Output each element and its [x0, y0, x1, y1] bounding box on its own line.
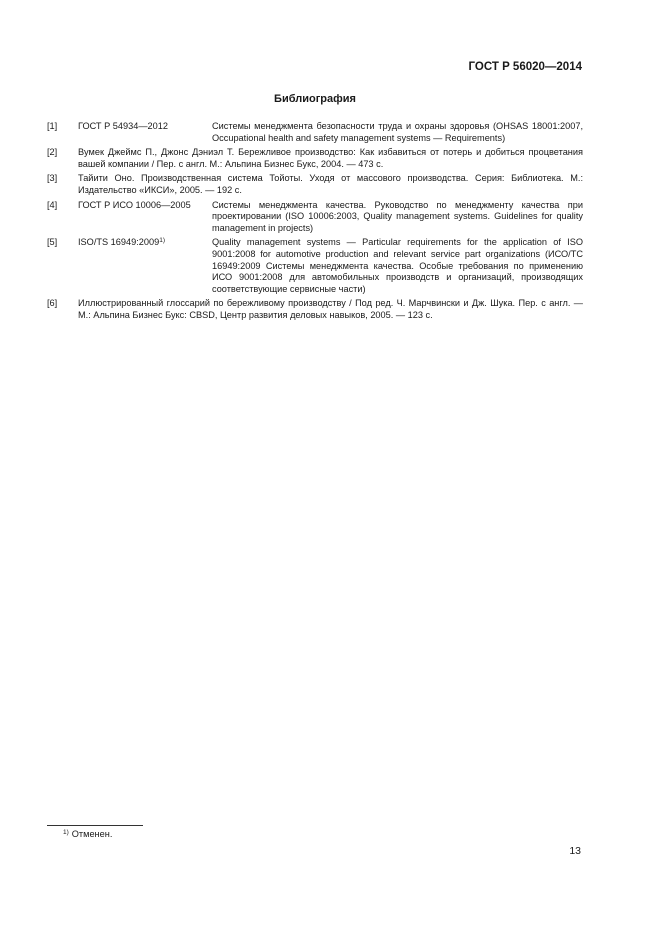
footnote-mark: 1) [63, 829, 69, 836]
entry-standard-code [78, 237, 210, 249]
footnote-reference: 1) [159, 237, 165, 245]
entry-text: Иллюстрированный глоссарий по бережливому производству / Под ред. Ч. Марчвински и Дж. Шука. Пер. с англ. — М.: Альпина Бизнес Букс: CBSD, Центр развития деловых навыков, 2005. — 123 с. [78, 298, 583, 320]
entry-description: Системы менеджмента качества. Руководство по менеджменту качества при проектировании (ISO 10006:2003, Quality management systems. Guidelines for quality management in projects) [212, 199, 583, 233]
entry-number: [2] [47, 147, 58, 158]
entry-number: [3] [47, 173, 58, 184]
entry-number: [5] [47, 237, 58, 248]
bibliography-entry-2 [47, 147, 583, 170]
entry-code-text: ISO/TS 16949:2009 [78, 237, 160, 248]
footnote-text: Отменен. [71, 829, 113, 839]
document-code: ГОСТ Р 56020—2014 [468, 61, 582, 73]
entry-number: [1] [47, 121, 58, 131]
entry-text: Вумек Джеймс П., Джонс Дэниэл Т. Бережливое производство: Как избавиться от потерь и добиться процветания вашей компании / Пер. с англ. М.: Альпина Бизнес Букс, 2004. — 473 с. [78, 147, 583, 169]
footnote-divider [47, 825, 143, 826]
bibliography-entry-4 [47, 200, 583, 235]
bibliography-entry-5 [47, 237, 583, 295]
entry-number: [6] [47, 298, 58, 309]
bibliography-list [47, 121, 583, 325]
entry-text: Тайити Оно. Производственная система Тойоты. Уходя от массового производства. Серия: Библиотека. М.: Издательство «ИКСИ», 2005. — 192 с. [78, 173, 583, 195]
entry-standard-code: ГОСТ Р ИСО 10006—2005 [78, 199, 191, 210]
footnote [63, 829, 112, 839]
bibliography-entry-6 [47, 298, 583, 321]
entry-description: Quality management systems — Particular requirements for the application of ISO 9001:2008 for automotive production and relevant service part organizations (ИСО/ТС 16949:2009 Системы менеджмента качества. Особые требования по применению ИСО 9001:2008 для автомобильных производств и организаций, производящих соответствующие сервисные части) [212, 237, 583, 294]
entry-description: Системы менеджмента безопасности труда и охраны здоровья (OHSAS 18001:2007, Occupational health and safety management systems — Requirements) [212, 121, 583, 143]
entry-standard-code: ГОСТ Р 54934—2012 [78, 121, 168, 131]
bibliography-entry-3 [47, 173, 583, 196]
bibliography-title: Библиография [274, 93, 356, 105]
page-number: 13 [569, 845, 581, 857]
entry-number: [4] [47, 199, 58, 210]
bibliography-entry-1 [47, 121, 583, 144]
